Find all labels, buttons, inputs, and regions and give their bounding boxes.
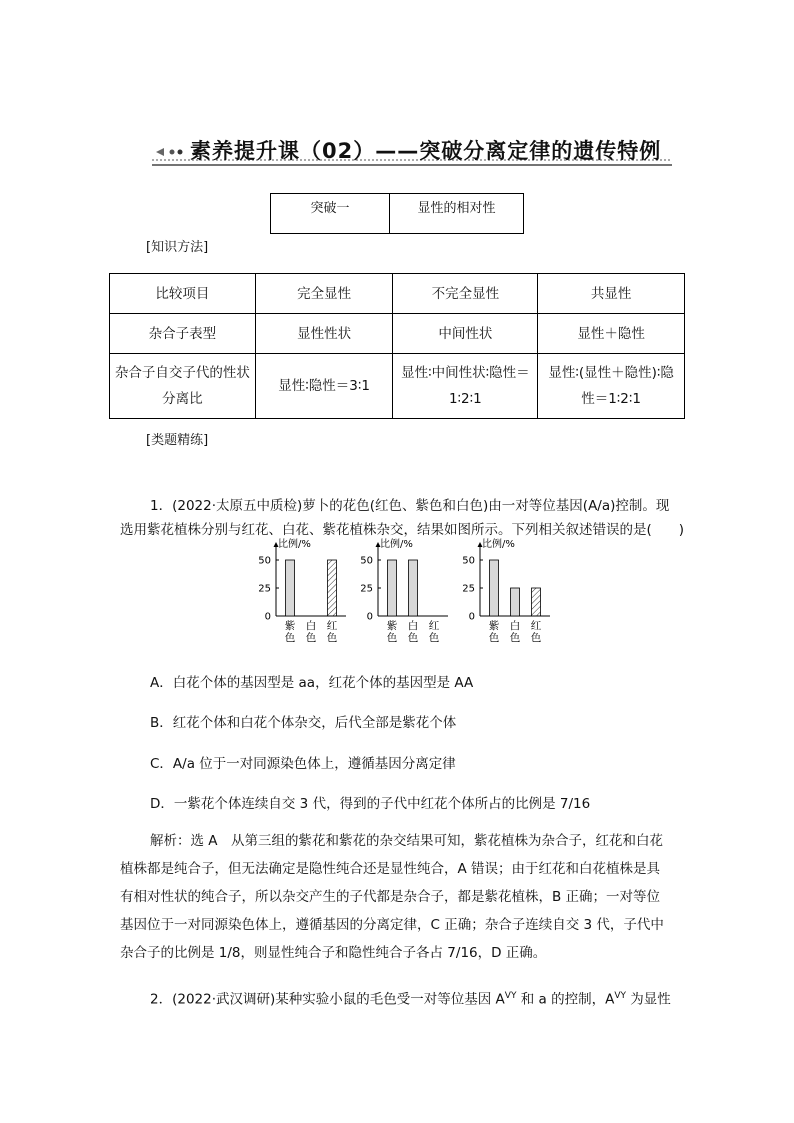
arrow-icon [156, 148, 164, 156]
x-tick-label: 白 [509, 620, 521, 632]
bar [328, 560, 337, 616]
practice-label: [类题精练] [146, 433, 209, 448]
explanation [120, 827, 690, 967]
y-tick-label: 0 [468, 611, 475, 623]
y-tick-label: 25 [462, 583, 475, 595]
y-tick-label: 50 [258, 555, 271, 567]
section-tag-topic: 显性的相对性 [417, 201, 496, 216]
explanation-line: 植株都是纯合子，但无法确定是隐性纯合还是显性纯合，A 错误；由于红花和白花植株是具 [120, 861, 661, 877]
x-tick-label: 紫 [386, 620, 398, 632]
x-tick-label: 红 [530, 620, 542, 632]
bar-charts [240, 533, 560, 648]
bar [532, 588, 541, 616]
y-axis-label: 比例/% [380, 539, 413, 550]
option-c: C．A/a 位于一对同源染色体上，遵循基因分离定律 [150, 756, 456, 772]
superscript: VY [504, 991, 517, 1001]
question-1-line-1: 1．(2022·太原五中质检)萝卜的花色(红色、紫色和白色)由一对等位基因(A/a)控制。现 [150, 498, 670, 514]
x-tick-label: 色 [488, 632, 500, 644]
knowledge-label: [知识方法] [146, 240, 209, 255]
y-tick-label: 0 [366, 611, 373, 623]
table-cell: 显性∶隐性＝3∶1 [255, 354, 393, 419]
table-cell: 显性＋隐性 [538, 314, 685, 354]
x-tick-label: 红 [326, 620, 338, 632]
superscript: VY [614, 991, 626, 1001]
x-tick-label: 红 [428, 620, 440, 632]
table-cell: 完全显性 [255, 274, 393, 314]
y-tick-label: 50 [462, 555, 475, 567]
page-title: 素养提升课（02）——突破分离定律的遗传特例 [190, 139, 662, 163]
bar [388, 560, 397, 616]
y-tick-label: 25 [360, 583, 373, 595]
x-tick-label: 色 [326, 632, 338, 644]
x-tick-label: 白 [305, 620, 317, 632]
table-header-row [110, 274, 685, 314]
explanation-line: 基因位于一对同源染色体上，遵循基因的分离定律，C 正确；杂合子连续自交 3 代，子代中 [120, 917, 664, 933]
bar [409, 560, 418, 616]
table-cell: 不完全显性 [393, 274, 538, 314]
x-tick-label: 色 [530, 632, 542, 644]
x-tick-label: 紫 [488, 620, 500, 632]
table-cell: 显性∶中间性状∶隐性＝1∶2∶1 [393, 354, 538, 419]
y-axis-label: 比例/% [278, 539, 311, 550]
question-2-text: 和 a 的控制，A [516, 991, 615, 1008]
dot-icon [178, 150, 183, 155]
table-cell: 共显性 [538, 274, 685, 314]
table-cell: 中间性状 [393, 314, 538, 354]
table-cell: 显性性状 [255, 314, 393, 354]
x-tick-label: 色 [305, 632, 317, 644]
bar [511, 588, 520, 616]
comparison-table [109, 273, 685, 419]
y-tick-label: 25 [258, 583, 271, 595]
section-tag [270, 193, 524, 234]
x-tick-label: 色 [284, 632, 296, 644]
question-1-line-2: 选用紫花植株分别与红花、白花、紫花植株杂交，结果如图所示。下列相关叙述错误的是( ) [120, 522, 685, 538]
dot-icon [170, 150, 175, 155]
question-2-text: 2．(2022·武汉调研)某种实验小鼠的毛色受一对等位基因 A [150, 991, 505, 1008]
x-tick-label: 色 [509, 632, 521, 644]
option-d: D．一紫花个体连续自交 3 代，得到的子代中红花个体所占的比例是 7/16 [150, 796, 591, 812]
table-cell: 比较项目 [110, 274, 256, 314]
question-2 [150, 984, 671, 1012]
option-a: A．白花个体的基因型是 aa，红花个体的基因型是 AA [150, 675, 474, 691]
explanation-line: 杂合子的比例是 1/8，则显性纯合子和隐性纯合子各占 7/16，D 正确。 [120, 945, 547, 961]
x-tick-label: 色 [428, 632, 440, 644]
x-tick-label: 色 [386, 632, 398, 644]
explanation-line: 有相对性状的纯合子，所以杂交产生的子代都是杂合子，都是紫花植株，B 正确；一对等位 [120, 889, 661, 905]
x-tick-label: 白 [407, 620, 419, 632]
y-axis-label: 比例/% [482, 539, 515, 550]
section-tag-number: 突破一 [271, 194, 390, 233]
bar [490, 560, 499, 616]
table-cell: 显性∶(显性＋隐性)∶隐性＝1∶2∶1 [538, 354, 685, 419]
table-cell: 杂合子自交子代的性状分离比 [110, 354, 256, 419]
y-tick-label: 0 [264, 611, 271, 623]
explanation-line: 解析：选 A 从第三组的紫花和紫花的杂交结果可知，紫花植株为杂合子，红花和白花 [150, 833, 664, 849]
table-row [110, 354, 685, 419]
x-tick-label: 紫 [284, 620, 296, 632]
table-row [110, 314, 685, 354]
question-2-text: 为显性 [626, 991, 671, 1008]
table-cell: 杂合子表型 [110, 314, 256, 354]
x-tick-label: 色 [407, 632, 419, 644]
option-b: B．红花个体和白花个体杂交，后代全部是紫花个体 [150, 715, 457, 731]
y-tick-label: 50 [360, 555, 373, 567]
bar [286, 560, 295, 616]
